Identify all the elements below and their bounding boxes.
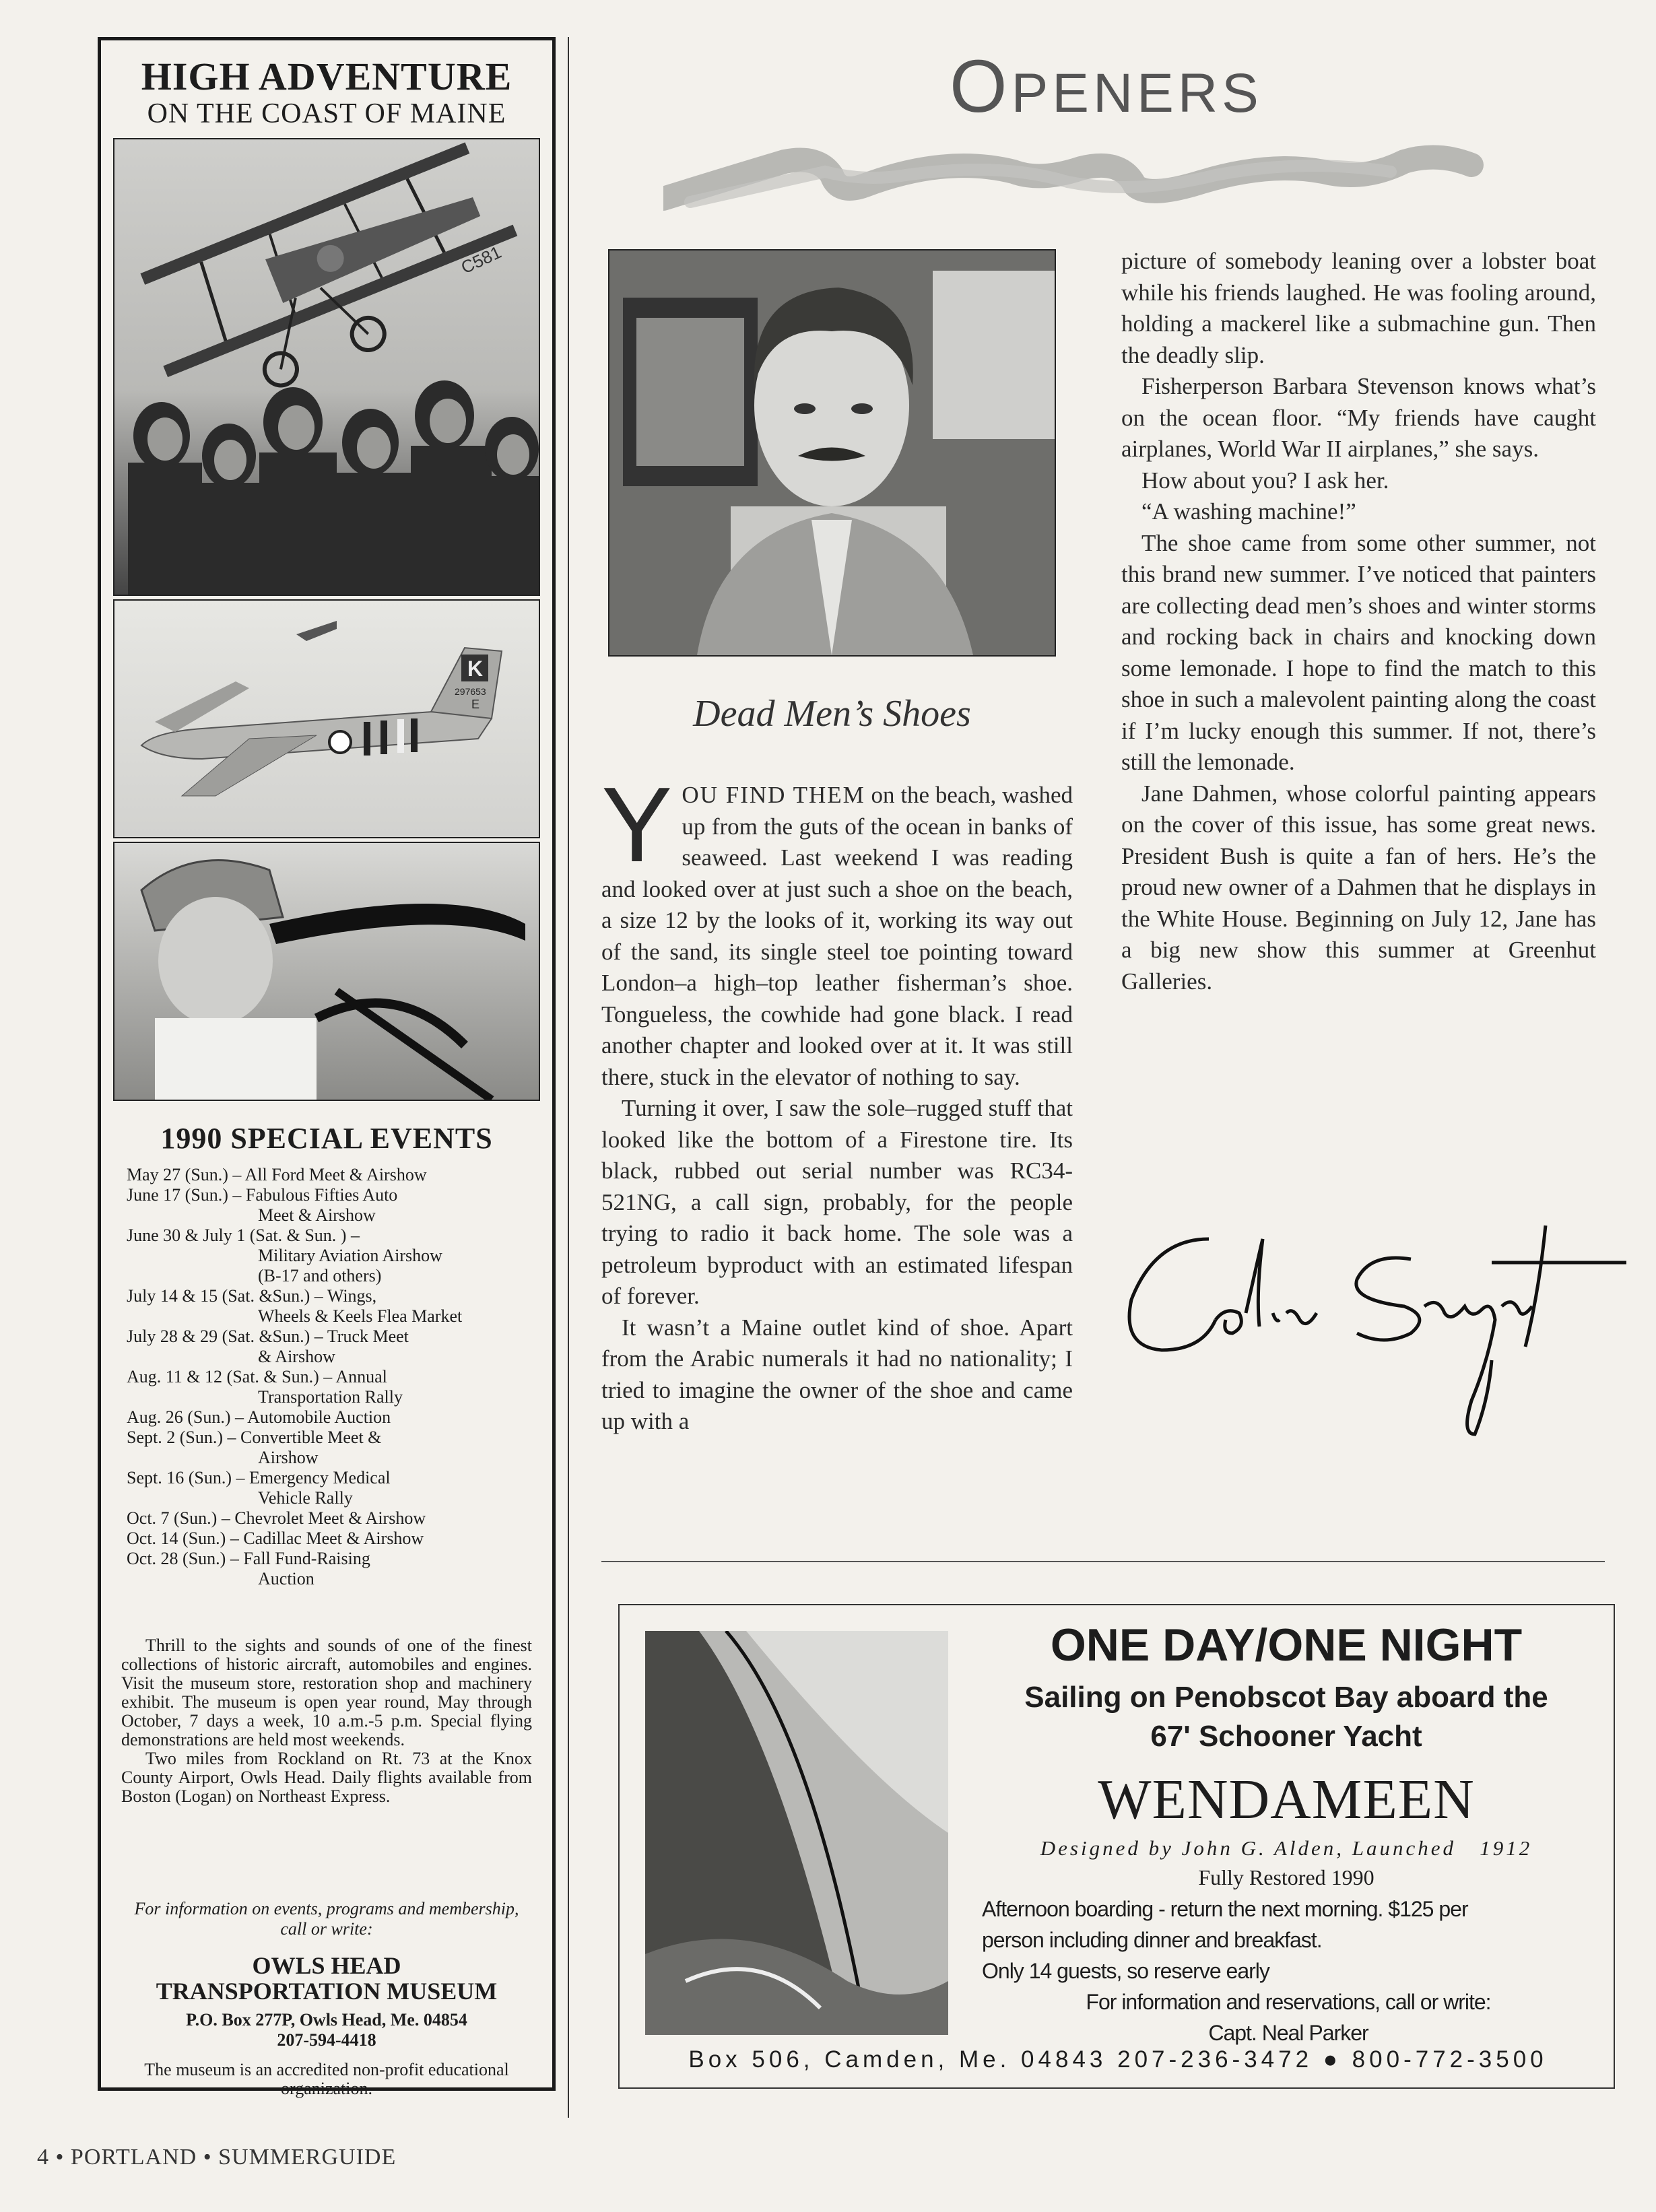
footer-separator: • — [203, 2145, 212, 2170]
ad-details — [982, 1893, 1595, 2048]
event-date-line: Oct. 14 (Sun.) – Cadillac Meet & Airshow — [127, 1529, 424, 1548]
article-title: Dead Men’s Shoes — [693, 693, 971, 735]
details-line: Capt. Neal Parker — [1208, 2021, 1368, 2045]
article-column-2 — [1121, 246, 1596, 997]
ad-subheading — [976, 1678, 1596, 1756]
details-line: person including dinner and breakfast. — [982, 1928, 1322, 1952]
article-paragraph: It wasn’t a Maine outlet kind of shoe. Apart from the Arabic numerals it had no nationality; I tried to imagine the owner of the shoe and came up with a — [601, 1314, 1073, 1434]
events-title: 1990 SPECIAL EVENTS — [160, 1122, 493, 1155]
bomber-illustration — [114, 601, 539, 837]
ad-contact-line — [647, 2046, 1589, 2073]
portrait-illustration — [609, 250, 1055, 655]
biplane-illustration — [114, 139, 539, 595]
article-paragraph: “A washing machine!” — [1141, 498, 1356, 525]
launch-year: 1912 — [1480, 1836, 1533, 1860]
event-item — [127, 1529, 531, 1549]
event-continuation-line: (B-17 and others) — [258, 1266, 382, 1285]
column-divider — [568, 37, 569, 2118]
event-date-line: July 14 & 15 (Sat. &Sun.) – Wings, — [127, 1286, 377, 1306]
ad-subheading-line: Sailing on Penobscot Bay aboard the — [1024, 1681, 1548, 1714]
event-date-line: Oct. 28 (Sun.) – Fall Fund-Raising — [127, 1549, 370, 1568]
article-paragraph: Turning it over, I saw the sole–rugged stuff that looked like the bottom of a Firestone tire. Its black, rubbed out serial number was RC34-521NG, a call sign, probably, for the people trying to radio it back home. The sole was a petroleum byproduct with an estimated lifespan of forever. — [601, 1095, 1073, 1309]
ad-title: HIGH ADVENTURE — [141, 55, 512, 98]
contact-address: Box 506, Camden, Me. 04843 207-236-3472 — [688, 2046, 1313, 2073]
page-number: 4 — [37, 2145, 49, 2170]
child-driver-photo — [113, 842, 540, 1101]
biplane-serial: C581 — [457, 241, 504, 278]
article-column-1 — [601, 766, 1073, 1438]
tail-letter: K — [467, 657, 484, 681]
article-paragraph: Jane Dahmen, whose colorful painting appears on the cover of this issue, has some great news. President Bush is quite a fan of hers. He’s the proud new owner of a Dahmen that he displays in the White House. Beginning on July 12, Jane has a big new show this summer at Greenhut Galleries. — [1121, 780, 1596, 995]
article-text: on the beach, washed up from the guts of the ocean in banks of seaweed. Last weekend I was reading and looked over at just such a shoe on the beach, a size 12 by the looks of it, working its way out of the sand, its single steel toe pointing toward London–a high–top leather fisherman’s shoe. Tongueless, the cowhide had gone black. I read another chapter and looked over at it. It was still there, stuck in the elevator of nothing to say. — [601, 782, 1073, 1090]
drop-cap: Y — [601, 766, 673, 884]
author-signature — [1115, 1212, 1626, 1481]
yacht-designer — [976, 1836, 1596, 1861]
details-line: Only 14 guests, so reserve early — [982, 1959, 1269, 1983]
event-date-line: July 28 & 29 (Sat. &Sun.) – Truck Meet — [127, 1327, 409, 1346]
section-name: SUMMERGUIDE — [218, 2145, 397, 2170]
event-continuation-line: Meet & Airshow — [258, 1205, 376, 1225]
event-continuation-line: & Airshow — [258, 1347, 335, 1366]
schooner-photo — [645, 1631, 948, 2035]
restored-line: Fully Restored 1990 — [1198, 1865, 1375, 1889]
details-line: Afternoon boarding - return the next morning. $125 per — [982, 1897, 1468, 1921]
event-date-line: Oct. 7 (Sun.) – Chevrolet Meet & Airshow — [127, 1508, 426, 1528]
article-paragraph: How about you? I ask her. — [1141, 467, 1389, 494]
article-paragraph — [601, 766, 1073, 1093]
museum-name-line: OWLS HEAD — [252, 1952, 401, 1979]
event-continuation-line: Wheels & Keels Flea Market — [258, 1306, 463, 1326]
footer-separator: • — [55, 2145, 65, 2170]
child-driver-illustration — [114, 843, 539, 1100]
lead-in: OU FIND THEM — [682, 782, 865, 808]
event-date-line: Aug. 11 & 12 (Sat. & Sun.) – Annual — [127, 1367, 387, 1386]
event-item — [127, 1226, 531, 1286]
details-line: For information and reservations, call or write: — [1086, 1990, 1491, 2014]
article-paragraph: Fisherperson Barbara Stevenson knows what’s on the ocean floor. “My friends have caught airplanes, World War II airplanes,” she says. — [1121, 373, 1596, 462]
tail-code: E — [471, 698, 480, 711]
section-title-rest: PENERS — [1011, 63, 1263, 124]
ad-headline: ONE DAY/ONE NIGHT — [1050, 1619, 1523, 1671]
brush-stroke-decoration — [663, 135, 1492, 236]
event-continuation-line: Auction — [258, 1569, 314, 1588]
event-item — [127, 1286, 531, 1327]
event-item — [127, 1367, 531, 1407]
ad-subtitle: ON THE COAST OF MAINE — [147, 98, 506, 129]
event-date-line: Sept. 16 (Sun.) – Emergency Medical — [127, 1468, 391, 1487]
museum-description — [121, 1636, 532, 1806]
article-paragraph: The shoe came from some other summer, not this brand new summer. I’ve noticed that painters are collecting dead men’s shoes and winter storms and rocking back in chairs and knocking down some lemonade. I hope to find the match to this shoe in such a malevolent painting along the coast if I’m lucky enough this summer. If not, there’s still the lemonade. — [1121, 529, 1596, 775]
b17-bomber-photo — [113, 599, 540, 838]
event-date-line: Aug. 26 (Sun.) – Automobile Auction — [127, 1407, 391, 1427]
article-paragraph: picture of somebody leaning over a lobster boat while his friends laughed. He was fooling around, holding a mackerel like a submachine gun. Then the deadly slip. — [1121, 248, 1596, 368]
event-item — [127, 1185, 531, 1226]
event-item — [127, 1165, 531, 1185]
museum-advertisement — [98, 37, 556, 2098]
event-continuation-line: Transportation Rally — [258, 1387, 403, 1407]
author-portrait-photo — [608, 249, 1056, 657]
event-continuation-line: Vehicle Rally — [258, 1488, 353, 1508]
museum-name — [101, 1953, 552, 2004]
schooner-illustration — [645, 1631, 948, 2035]
event-date-line: June 30 & July 1 (Sat. & Sun. ) – — [127, 1226, 360, 1245]
events-list — [127, 1165, 531, 1589]
designer-text: Designed by John G. Alden, Launched — [1040, 1836, 1456, 1860]
museum-note: The museum is an accredited non-profit educational organization. — [144, 2060, 509, 2098]
event-continuation-line: Military Aviation Airshow — [258, 1246, 442, 1265]
description-paragraph: Two miles from Rockland on Rt. 73 at the Knox County Airport, Owls Head. Daily flights available from Boston (Logan) on Northeast Express. — [121, 1749, 532, 1806]
bullet-icon: ● — [1323, 2046, 1342, 2073]
contact-phone: 800-772-3500 — [1352, 2046, 1548, 2073]
page-footer — [37, 2145, 396, 2170]
schooner-advertisement — [618, 1604, 1615, 2089]
museum-address — [101, 2010, 552, 2050]
event-date-line: June 17 (Sun.) – Fabulous Fifties Auto — [127, 1185, 398, 1205]
article-bottom-rule — [601, 1561, 1605, 1562]
section-title-initial: O — [950, 45, 1012, 128]
event-item — [127, 1327, 531, 1367]
info-line: For information on events, programs and membership, call or write: — [134, 1899, 519, 1939]
biplane-crowd-photo — [113, 138, 540, 596]
section-title — [950, 44, 1263, 129]
yacht-name: WENDAMEEN — [1098, 1768, 1475, 1831]
address-line: P.O. Box 277P, Owls Head, Me. 04854 — [186, 2010, 467, 2030]
description-paragraph: Thrill to the sights and sounds of one of the finest collections of historic aircraft, automobiles and engines. Visit the museum store, restoration shop and machinery exhibit. The museum is open year round, May through October, 7 days a week, 10 a.m.-5 p.m. Special flying demonstrations are held most weekends. — [121, 1636, 532, 1749]
event-item — [127, 1549, 531, 1589]
magazine-name: PORTLAND — [70, 2145, 197, 2170]
event-item — [127, 1407, 531, 1428]
event-item — [127, 1468, 531, 1508]
phone-line: 207-594-4418 — [277, 2030, 376, 2050]
tail-serial: 297653 — [455, 686, 486, 697]
event-item — [127, 1508, 531, 1529]
event-continuation-line: Airshow — [258, 1448, 319, 1467]
event-item — [127, 1428, 531, 1468]
event-date-line: May 27 (Sun.) – All Ford Meet & Airshow — [127, 1165, 427, 1184]
museum-name-line: TRANSPORTATION MUSEUM — [156, 1978, 498, 2005]
event-date-line: Sept. 2 (Sun.) – Convertible Meet & — [127, 1428, 382, 1447]
ad-subheading-line: 67' Schooner Yacht — [1150, 1720, 1422, 1753]
